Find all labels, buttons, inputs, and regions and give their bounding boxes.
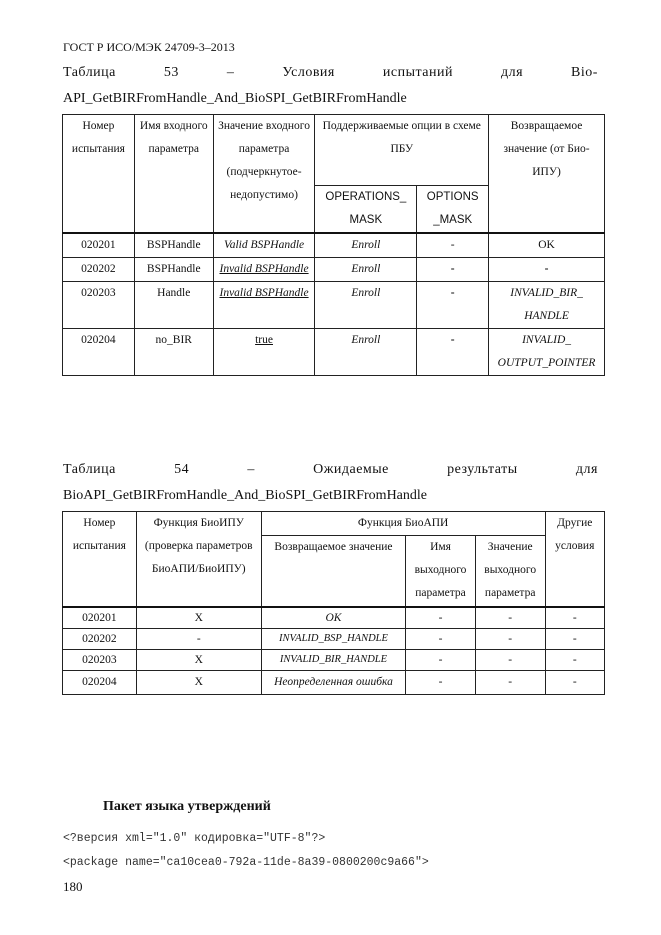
header-param-name: Имя входного параметра (134, 115, 213, 234)
cell-num: 020202 (63, 258, 135, 282)
caption-word: – (247, 462, 255, 477)
cell-val: - (475, 650, 545, 671)
header-api-function: Функция БиоАПИ (261, 512, 545, 536)
caption-word: для (500, 65, 524, 80)
caption-word: Условия (282, 65, 335, 80)
table54-caption-line1 (63, 462, 598, 478)
header-options-mask: OPTIONS _MASK (417, 186, 489, 234)
cell-ret: - (489, 258, 605, 282)
cell-name: - (406, 607, 476, 629)
cell-value: Invalid BSPHandle (213, 282, 315, 329)
document-header: ГОСТ Р ИСО/МЭК 24709-3–2013 (63, 40, 235, 54)
header-param-value: Значение входного параметра (подчеркнутое-недопустимо) (213, 115, 315, 234)
cell-num: 020201 (63, 233, 135, 258)
cell-ret: INVALID_ OUTPUT_POINTER (489, 329, 605, 376)
table53-caption-line2: API_GetBIRFromHandle_And_BioSPI_GetBIRFromHandle (63, 91, 407, 106)
caption-word: Таблица (63, 462, 116, 477)
cell-bsp: X (136, 671, 261, 695)
cell-num: 020204 (63, 671, 137, 695)
cell-num: 020203 (63, 282, 135, 329)
table53-caption-line1 (63, 65, 598, 81)
table-53 (62, 114, 605, 376)
cell-value: Invalid BSPHandle (213, 258, 315, 282)
cell-bsp: X (136, 650, 261, 671)
table-row (63, 607, 605, 629)
cell-opt: - (417, 282, 489, 329)
cell-ret: INVALID_BIR_ HANDLE (489, 282, 605, 329)
cell-name: - (406, 671, 476, 695)
caption-word: Ожидаемые (313, 462, 389, 477)
caption-word: для (575, 462, 598, 477)
cell-value: Valid BSPHandle (213, 233, 315, 258)
cell-ops: Enroll (315, 282, 417, 329)
header-options: Поддерживаемые опции в схеме ПБУ (315, 115, 489, 186)
header-test-number: Номер испытания (63, 115, 135, 234)
section-title: Пакет языка утверждений (103, 799, 271, 814)
table-row (63, 650, 605, 671)
cell-other: - (545, 629, 604, 650)
cell-ops: Enroll (315, 233, 417, 258)
cell-val: - (475, 629, 545, 650)
cell-num: 020202 (63, 629, 137, 650)
cell-bsp: - (136, 629, 261, 650)
caption-word: 54 (174, 462, 190, 477)
cell-ret: Неопределенная ошибка (261, 671, 405, 695)
cell-val: - (475, 607, 545, 629)
table-row (63, 329, 605, 376)
cell-ops: Enroll (315, 329, 417, 376)
cell-opt: - (417, 258, 489, 282)
cell-other: - (545, 671, 604, 695)
cell-ret: INVALID_BSP_HANDLE (261, 629, 405, 650)
cell-ops: Enroll (315, 258, 417, 282)
cell-param: BSPHandle (134, 233, 213, 258)
header-output-value: Значение выходного параметра (475, 536, 545, 608)
caption-word: – (226, 65, 235, 80)
cell-num: 020204 (63, 329, 135, 376)
cell-ret: OK (261, 607, 405, 629)
cell-name: - (406, 629, 476, 650)
cell-num: 020201 (63, 607, 137, 629)
cell-opt: - (417, 233, 489, 258)
cell-opt: - (417, 329, 489, 376)
cell-param: Handle (134, 282, 213, 329)
table-row (63, 671, 605, 695)
caption-word: Bio- (571, 65, 598, 80)
header-test-number: Номер испытания (63, 512, 137, 608)
caption-word: результаты (447, 462, 518, 477)
cell-bsp: X (136, 607, 261, 629)
code-line: <?версия xml="1.0" кодировка="UTF-8"?> (63, 832, 326, 845)
cell-val: - (475, 671, 545, 695)
table-row (63, 233, 605, 258)
cell-value: true (213, 329, 315, 376)
cell-other: - (545, 607, 604, 629)
header-output-name: Имя выходного параметра (406, 536, 476, 608)
table-row (63, 629, 605, 650)
caption-word: 53 (163, 65, 179, 80)
cell-num: 020203 (63, 650, 137, 671)
code-line: <package name="ca10cea0-792a-11de-8a39-0800200c9a66"> (63, 856, 429, 869)
cell-name: - (406, 650, 476, 671)
cell-param: no_BIR (134, 329, 213, 376)
cell-ret: OK (489, 233, 605, 258)
page-number: 180 (63, 879, 83, 894)
table-54 (62, 511, 605, 695)
cell-param: BSPHandle (134, 258, 213, 282)
table54-caption-line2: BioAPI_GetBIRFromHandle_And_BioSPI_GetBIRFromHandle (63, 488, 427, 503)
cell-other: - (545, 650, 604, 671)
caption-word: испытаний (382, 65, 453, 80)
cell-ret: INVALID_BIR_HANDLE (261, 650, 405, 671)
header-other-conditions: Другие условия (545, 512, 604, 608)
header-operations-mask: OPERATIONS_ MASK (315, 186, 417, 234)
header-return-value: Возвращаемое значение (от Био-ИПУ) (489, 115, 605, 234)
table-row (63, 282, 605, 329)
table-row (63, 258, 605, 282)
header-bsp-function: Функция БиоИПУ (проверка параметров БиоАПИ/БиоИПУ) (136, 512, 261, 608)
header-return-value: Возвращаемое значение (261, 536, 405, 608)
caption-word: Таблица (63, 65, 116, 80)
